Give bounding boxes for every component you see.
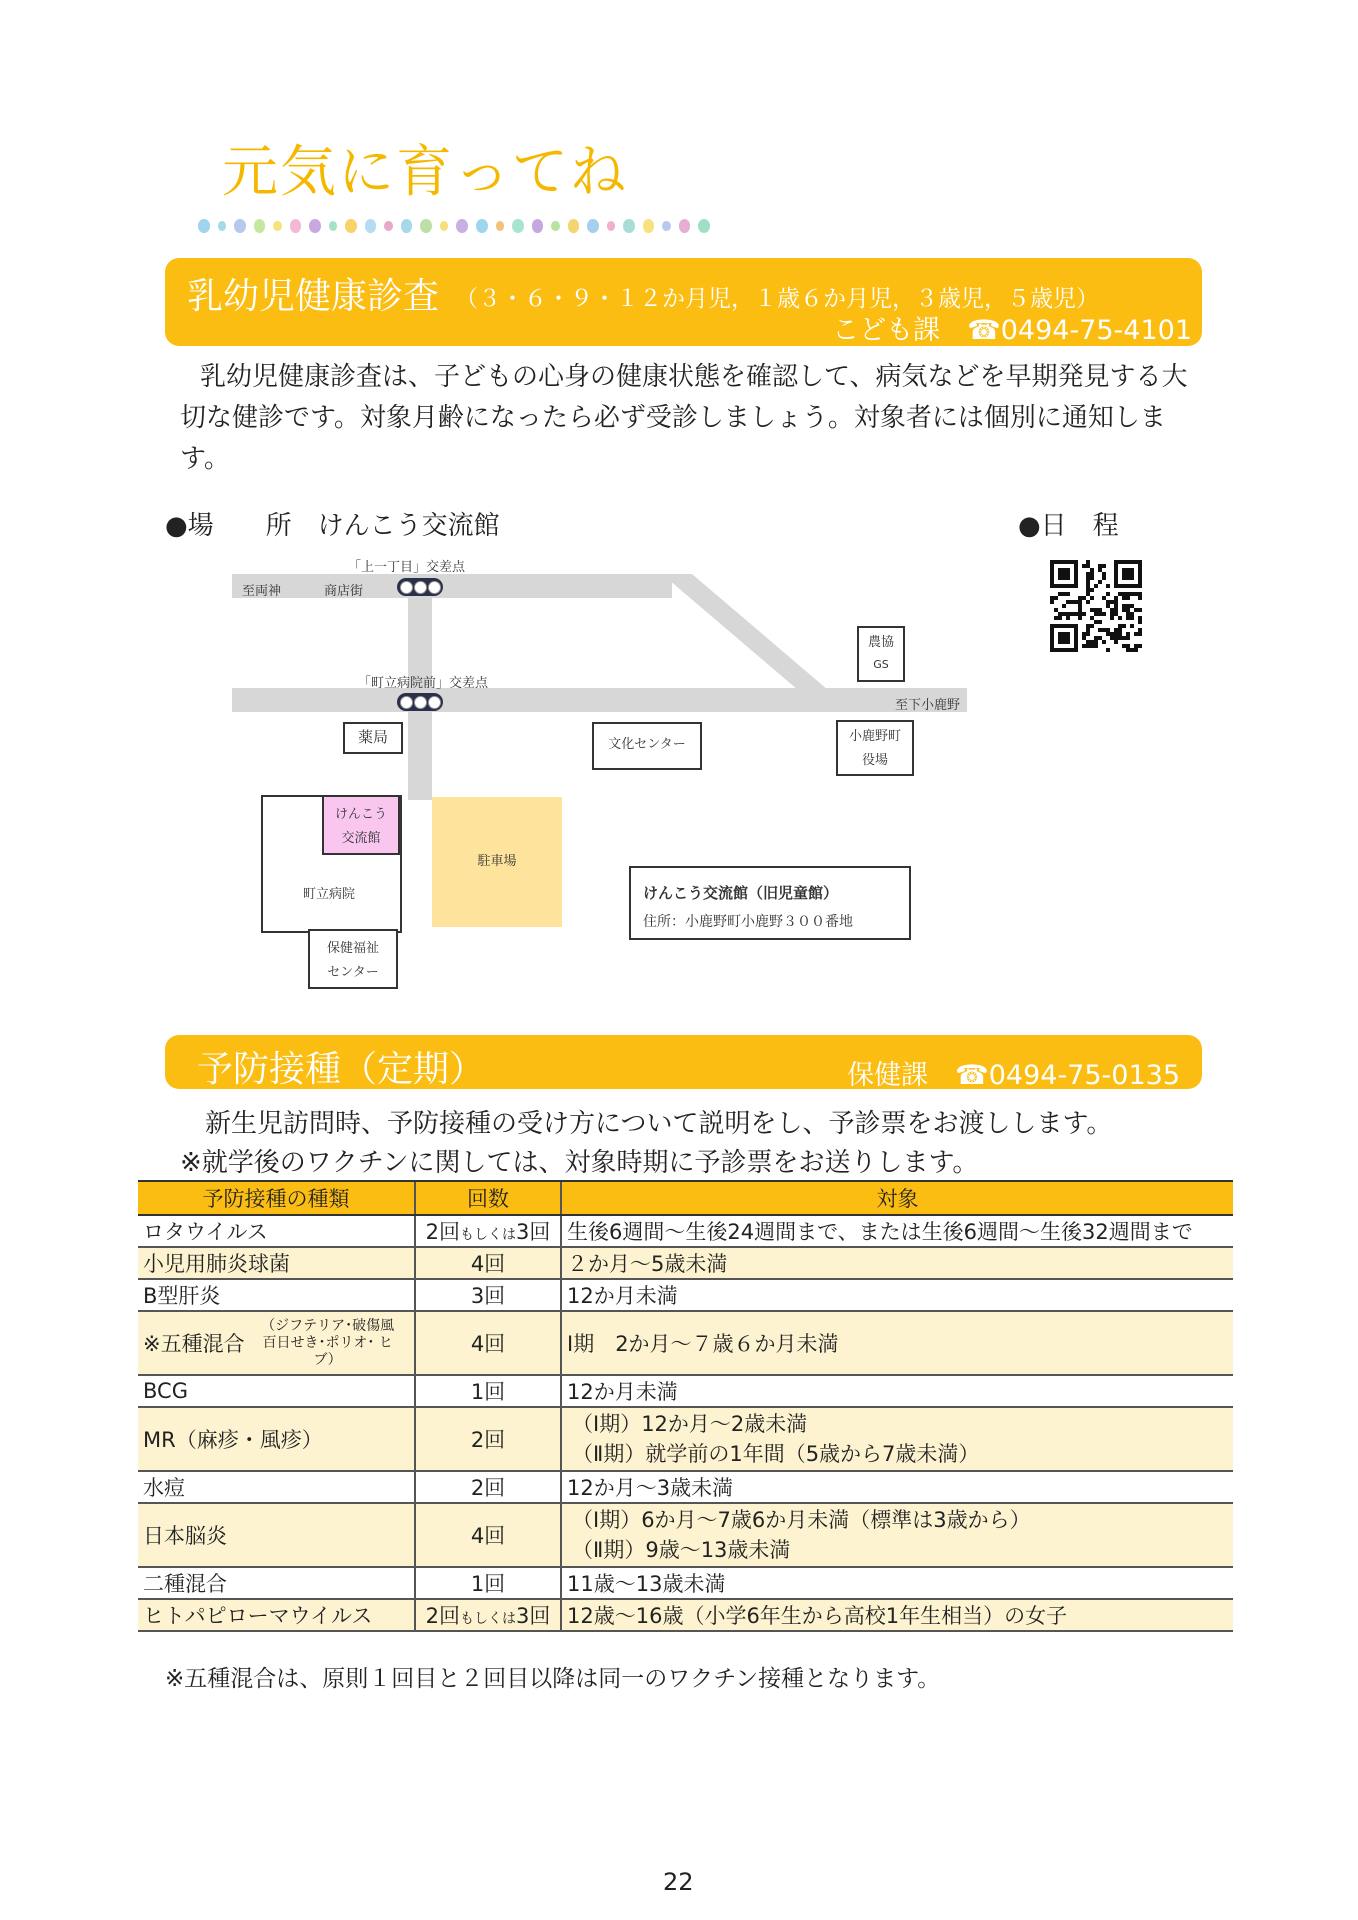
count-value: 1回 [470,1380,506,1404]
dot-icon [623,219,635,233]
table-row [138,1311,1233,1375]
vaccine-name-cell [138,1599,415,1631]
count-cell [415,1375,561,1407]
count-or-label: もしくは [460,1611,516,1627]
dot-icon [512,219,524,233]
checkup-banner [165,258,1202,346]
diagonal-road [650,574,830,694]
dot-icon [587,219,599,233]
gs-label: GS [873,658,889,671]
vaccine-name: ヒトパピローマウイルス [143,1604,373,1628]
vaccine-name-note: （ジフテリア･破傷風 百日せき･ポリオ･ ヒブ） [261,1317,395,1368]
vaccine-name: B型肝炎 [143,1284,221,1308]
vaccine-name-cell [138,1375,415,1407]
count-cell [415,1503,561,1567]
address-text: 住所：小鹿野町小鹿野３００番地 [643,914,853,930]
count-or-label: もしくは [460,1227,516,1243]
town-office-line2: 役場 [861,753,888,768]
target-cell [561,1471,1233,1503]
table-row [138,1215,1233,1247]
table-row [138,1279,1233,1311]
column-header: 回数 [415,1181,561,1215]
count-value: 2回 [470,1428,506,1452]
count-cell [415,1471,561,1503]
target-cell [561,1215,1233,1247]
nokyo-label: 農協 [867,635,894,650]
target-line1: （Ⅰ期）12か月〜2歳未満 [572,1412,808,1436]
vaccine-name: 日本脳炎 [143,1524,227,1548]
dot-icon [551,221,559,231]
vaccine-name-cell [138,1407,415,1471]
vaccine-name: 小児用肺炎球菌 [143,1252,290,1276]
count-value-alt: 3回 [516,1220,551,1244]
dot-icon [643,219,655,233]
schedule-label: ●日 程 [1018,511,1119,541]
nokyo-gs [857,626,905,682]
dot-icon [440,221,448,231]
town-office-line1: 小鹿野町 [848,729,901,744]
vaccine-name: ロタウイルス [143,1220,268,1244]
traffic-light-icon [397,578,443,596]
target-cell [561,1407,1233,1471]
hospital-label: 町立病院 [303,887,356,902]
target-line1: 12か月未満 [567,1380,678,1404]
count-value: 2回 [470,1476,506,1500]
kenko-line2: 交流館 [341,831,381,846]
target-cell [561,1599,1233,1631]
column-header: 予防接種の種類 [138,1181,415,1215]
vaccine-name: MR（麻疹・風疹） [143,1428,323,1452]
vaccination-title: 予防接種（定期） [197,1049,486,1090]
crossing-mid-label: 「町立病院前」交差点 [358,676,489,691]
vaccine-name: 水痘 [143,1476,185,1500]
count-value: 1回 [470,1572,506,1596]
checkup-subtitle: （３・６・９・１２か月児，１歳６か月児，３歳児，５歳児） [455,286,1099,312]
kenko-line1: けんこう [334,807,387,822]
vaccine-name: ※五種混合 [143,1332,245,1356]
place-label: ●場 所 けんこう交流館 [165,511,500,541]
column-header: 対象 [561,1181,1233,1215]
dot-icon [456,219,468,233]
count-cell [415,1247,561,1279]
table-row [138,1471,1233,1503]
vaccination-contact: 保健課 ☎0494-75-0135 [847,1060,1180,1091]
vaccination-banner [165,1035,1202,1089]
target-line1: Ⅰ期 2か月〜７歳６か月未満 [567,1332,839,1356]
welfare-line1: 保健福祉 [326,941,379,956]
vaccine-name: BCG [143,1379,188,1403]
dot-icon [662,221,670,231]
dot-icon [309,219,321,233]
vaccine-name-cell [138,1471,415,1503]
vaccine-name-cell [138,1311,415,1375]
dot-icon [532,219,544,233]
dot-icon [679,219,691,233]
target-line1: 12か月〜3歳未満 [567,1476,734,1500]
qr-code-icon[interactable] [1050,560,1142,652]
dot-icon [496,221,504,231]
vaccine-name-cell [138,1247,415,1279]
count-value: 4回 [470,1252,506,1276]
count-cell [415,1407,561,1471]
traffic-light-icon [397,693,443,711]
checkup-contact: こども課 ☎0494-75-4101 [832,315,1192,346]
to-ryokami-label: 至両神 [242,584,282,599]
welfare-center [308,929,398,989]
page-number: 22 [663,1868,694,1896]
dot-icon [568,219,580,233]
vaccine-name: 二種混合 [143,1572,227,1596]
crossing-top-label: 「上一丁目」交差点 [348,560,466,575]
dot-icon [218,221,226,231]
target-cell [561,1279,1233,1311]
checkup-description: 乳幼児健康診査は、子どもの心身の健康状態を確認して、病気などを早期発見する大切な健診です。対象月齢になったら必ず受診しましょう。対象者には個別に通知します。 [180,362,1188,474]
table-row [138,1567,1233,1599]
dot-icon [401,219,413,233]
dot-icon [329,221,337,231]
vaccine-name-cell [138,1503,415,1567]
count-value: 2回 [425,1220,460,1244]
table-row [138,1375,1233,1407]
dot-icon [365,219,377,233]
target-cell [561,1311,1233,1375]
parking: 駐車場 [432,797,562,927]
vaccine-name-cell [138,1567,415,1599]
checkup-title: 乳幼児健康診査 [187,276,440,317]
count-cell [415,1567,561,1599]
table-row [138,1599,1233,1631]
dot-icon [254,219,266,233]
dot-icon [420,219,432,233]
dot-icon [384,221,392,231]
town-office [836,720,914,776]
shopping-street-label: 商店街 [324,584,364,599]
target-line1: 11歳〜13歳未満 [567,1572,726,1596]
dot-icon [698,219,710,233]
address-box [629,866,911,940]
count-value: 4回 [470,1524,506,1548]
target-line1: ２か月〜5歳未満 [567,1252,728,1276]
vaccine-name-cell [138,1279,415,1311]
vaccination-table [138,1180,1233,1632]
to-shimo-ogano-label: 至下小鹿野 [895,698,961,713]
target-line1: 12歳〜16歳（小学6年生から高校1年生相当）の女子 [567,1604,1068,1628]
target-line1: 12か月未満 [567,1284,678,1308]
welfare-line2: センター [327,965,379,980]
target-line2: （Ⅱ期）9歳〜13歳未満 [572,1538,791,1562]
dot-icon [290,219,302,233]
footnote: ※五種混合は、原則１回目と２回目以降は同一のワクチン接種となります。 [165,1666,941,1692]
kenko-kouryukan [322,795,400,855]
target-line2: （Ⅱ期）就学前の1年間（5歳から7歳未満） [572,1442,980,1466]
dot-icon [607,221,615,231]
vaccination-note1: 新生児訪問時、予防接種の受け方について説明をし、予診票をお渡しします。 [205,1109,1113,1139]
culture-center: 文化センター [592,722,702,770]
count-cell [415,1311,561,1375]
dot-icon [234,219,246,233]
target-cell [561,1247,1233,1279]
count-value: 3回 [470,1284,506,1308]
dot-icon [345,219,357,233]
target-cell [561,1567,1233,1599]
count-value-alt: 3回 [516,1604,551,1628]
decorative-dots [198,216,718,236]
page-title: 元気に育ってね [222,140,628,205]
pharmacy: 薬局 [343,722,403,754]
target-cell [561,1375,1233,1407]
target-line1: 生後6週間〜生後24週間まで、または生後6週間〜生後32週間まで [567,1220,1193,1244]
dot-icon [476,219,488,233]
address-title: けんこう交流館（旧児童館） [643,884,839,902]
table-row [138,1407,1233,1471]
vaccine-name-cell [138,1215,415,1247]
target-line1: （Ⅰ期）6か月〜7歳6か月未満（標準は3歳から） [572,1508,1031,1532]
table-row [138,1247,1233,1279]
vaccination-note2: ※就学後のワクチンに関しては、対象時期に予診票をお送りします。 [180,1148,979,1178]
count-value: 2回 [425,1604,460,1628]
dot-icon [273,221,281,231]
target-cell [561,1503,1233,1567]
dot-icon [198,219,210,233]
table-row [138,1503,1233,1567]
count-cell [415,1279,561,1311]
count-cell [415,1215,561,1247]
count-cell [415,1599,561,1631]
count-value: 4回 [470,1332,506,1356]
